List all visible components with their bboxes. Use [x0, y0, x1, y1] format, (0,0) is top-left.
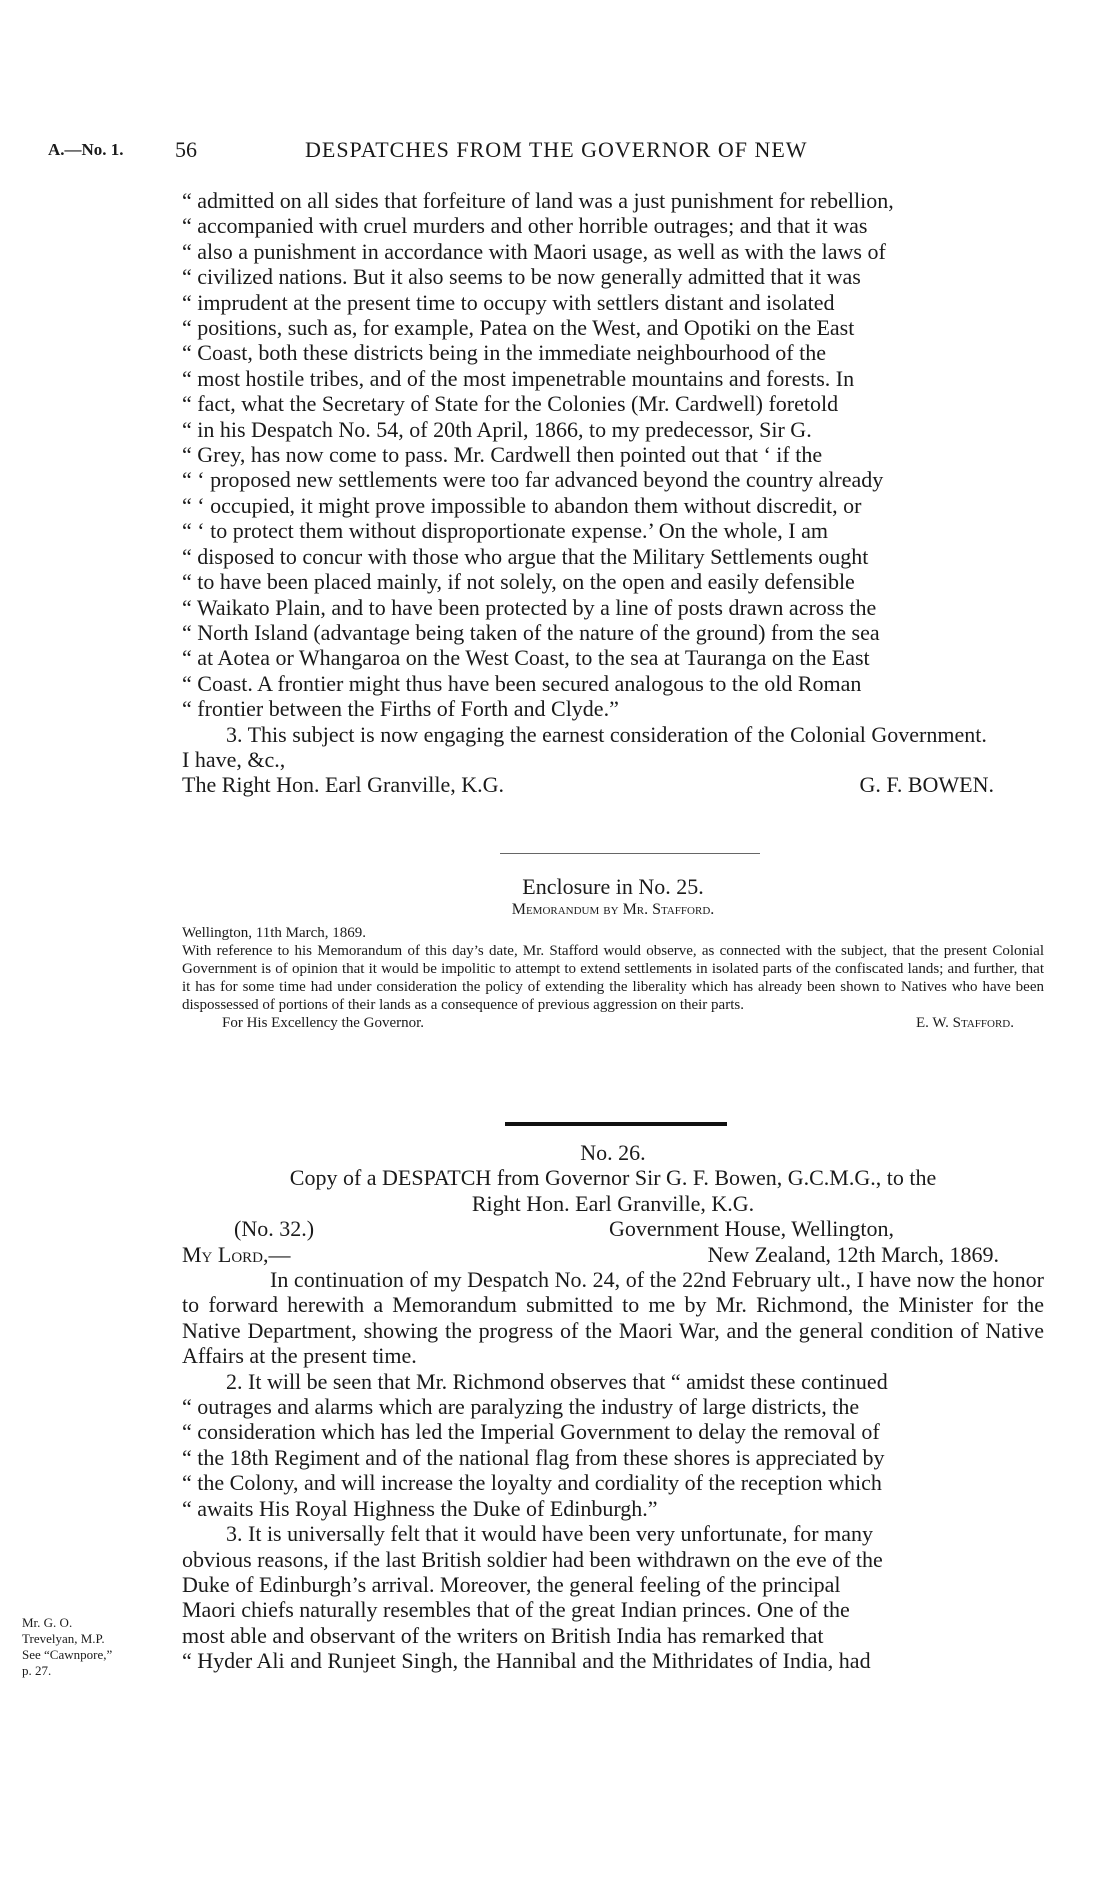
quote-line: “ frontier between the Firths of Forth and Clyde.”	[182, 696, 619, 722]
quote-line: “ ‘ occupied, it might prove impossible to abandon them without discredit, or	[182, 492, 862, 518]
para2-line: “ outrages and alarms which are paralyzing the industry of large districts, the	[182, 1394, 860, 1420]
quote-line: “ fact, what the Secretary of State for the Colonies (Mr. Cardwell) foretold	[182, 391, 839, 417]
signature: G. F. BOWEN.	[859, 772, 994, 798]
quoted-passage	[182, 188, 1044, 798]
quote-line: “ Coast. A frontier might thus have been secured analogous to the old Roman	[182, 670, 862, 696]
quote-line: “ Waikato Plain, and to have been protected by a line of posts drawn across the	[182, 594, 877, 620]
despatch-ref: (No. 32.)	[234, 1216, 315, 1242]
para2-line: “ the 18th Regiment and of the national flag from these shores is appreciated by	[182, 1444, 885, 1470]
para2-line: “ the Colony, and will increase the loyalty and cordiality of the reception which	[182, 1470, 882, 1496]
quote-line: “ ‘ to protect them without disproportionate expense.’ On the whole, I am	[182, 518, 828, 544]
salutation-row	[182, 1242, 1044, 1267]
quote-line: “ disposed to concur with those who argue that the Military Settlements ought	[182, 543, 869, 569]
para2-line: “ awaits His Royal Highness the Duke of Edinburgh.”	[182, 1495, 658, 1521]
memo-dateline: Wellington, 11th March, 1869.	[182, 925, 367, 941]
running-title: DESPATCHES FROM THE GOVERNOR OF NEW	[305, 137, 808, 162]
quote-line: “ imprudent at the present time to occupy with settlers distant and isolated	[182, 289, 835, 315]
despatch-address-row	[182, 1216, 1044, 1241]
despatch-number: No. 26.	[580, 1140, 646, 1165]
memo-body	[182, 924, 1044, 1032]
despatch-26	[182, 1140, 1044, 1674]
salutation: My Lord,—	[182, 1241, 291, 1267]
margin-note-line: Trevelyan, M.P.	[22, 1631, 105, 1646]
quote-line: “ North Island (advantage being taken of the nature of the ground) from the sea	[182, 619, 880, 645]
despatch-title-line1: Copy of a DESPATCH from Governor Sir G. F. Bowen, G.C.M.G., to the	[289, 1165, 937, 1191]
page-number: 56	[175, 137, 197, 162]
enclosure	[182, 874, 1044, 1032]
quote-line: “ to have been placed mainly, if not solely, on the open and easily defensible	[182, 569, 855, 595]
address-line1: Government House, Wellington,	[608, 1216, 894, 1242]
para3-line: Maori chiefs naturally resembles that of the great Indian princes. One of the	[182, 1597, 850, 1623]
para3-line: obvious reasons, if the last British soldier had been withdrawn on the eve of the	[182, 1546, 883, 1572]
paragraph-1: In continuation of my Despatch No. 24, of the 22nd February ult., I have now the honor to forward herewith a Memorandum submitted to me by Mr. Richmond, the Minister for the Native Department, showing the progress of the Maori War, and the general condition of Native Affairs at the present time.	[182, 1267, 1044, 1369]
para3-line: 3. It is universally felt that it would have been very unfortunate, for many	[226, 1521, 873, 1547]
enclosure-subtitle: Memorandum by Mr. Stafford.	[511, 901, 715, 918]
divider-rule	[500, 853, 760, 854]
document-code: A.—No. 1.	[48, 140, 124, 159]
enclosure-title: Enclosure in No. 25.	[522, 874, 704, 899]
addressee: The Right Hon. Earl Granville, K.G.	[182, 772, 504, 798]
address-line2: New Zealand, 12th March, 1869.	[707, 1241, 999, 1267]
memo-text: With reference to his Memorandum of this day’s date, Mr. Stafford would observe, as connected with the subject, that the present Colonial Government is of opinion that it would be impolitic to attempt to extend settlements in isolated parts of the confiscated lands; and further, that it has for some time had under consideration the policy of extending the liberality which has already been shown to Natives who have been dispossessed of portions of their lands as a consequence of previous aggression on their parts.	[182, 943, 1044, 1013]
quote-line: “ accompanied with cruel murders and other horrible outrages; and that it was	[182, 213, 868, 239]
margin-note-line: Mr. G. O.	[22, 1615, 73, 1630]
para3-line: “ Hyder Ali and Runjeet Singh, the Hannibal and the Mithridates of India, had	[182, 1648, 871, 1674]
memo-signature: E. W. Stafford.	[915, 1015, 1014, 1031]
margin-note	[22, 1615, 162, 1679]
quote-line: “ also a punishment in accordance with Maori usage, as well as with the laws of	[182, 238, 886, 264]
quote-line: “ at Aotea or Whangaroa on the West Coast, to the sea at Tauranga on the East	[182, 645, 870, 671]
paragraph-3: 3. This subject is now engaging the earnest consideration of the Colonial Government.	[226, 721, 987, 747]
para3-line: most able and observant of the writers on British India has remarked that	[182, 1622, 824, 1648]
quote-line: “ Grey, has now come to pass. Mr. Cardwell then pointed out that ‘ if the	[182, 442, 823, 468]
memo-for: For His Excellency the Governor.	[222, 1015, 425, 1031]
quote-line: “ in his Despatch No. 54, of 20th April, 1866, to my predecessor, Sir G.	[182, 416, 812, 442]
quote-line: “ admitted on all sides that forfeiture of land was a just punishment for rebellion,	[182, 188, 894, 213]
quote-line: “ positions, such as, for example, Patea on the West, and Opotiki on the East	[182, 315, 855, 341]
quote-line: “ civilized nations. But it also seems to be now generally admitted that it was	[182, 264, 861, 290]
section-rule	[505, 1122, 727, 1126]
margin-note-line: See “Cawnpore,”	[22, 1647, 113, 1662]
quote-line: “ ‘ proposed new settlements were too far advanced beyond the country already	[182, 467, 884, 493]
closing-formula: I have, &c.,	[182, 746, 286, 772]
para3-line: Duke of Edinburgh’s arrival. Moreover, the general feeling of the principal	[182, 1571, 841, 1597]
closing-row	[182, 772, 1044, 797]
despatch-title-line2: Right Hon. Earl Granville, K.G.	[471, 1190, 755, 1216]
para2-line: “ consideration which has led the Imperial Government to delay the removal of	[182, 1419, 880, 1445]
para2-line: 2. It will be seen that Mr. Richmond observes that “ amidst these continued	[226, 1368, 888, 1394]
quote-line: “ Coast, both these districts being in the immediate neighbourhood of the	[182, 340, 826, 366]
memo-footer	[182, 1014, 1044, 1032]
quote-line: “ most hostile tribes, and of the most impenetrable mountains and forests. In	[182, 365, 855, 391]
page-header	[0, 137, 1114, 170]
margin-note-line: p. 27.	[22, 1663, 52, 1678]
